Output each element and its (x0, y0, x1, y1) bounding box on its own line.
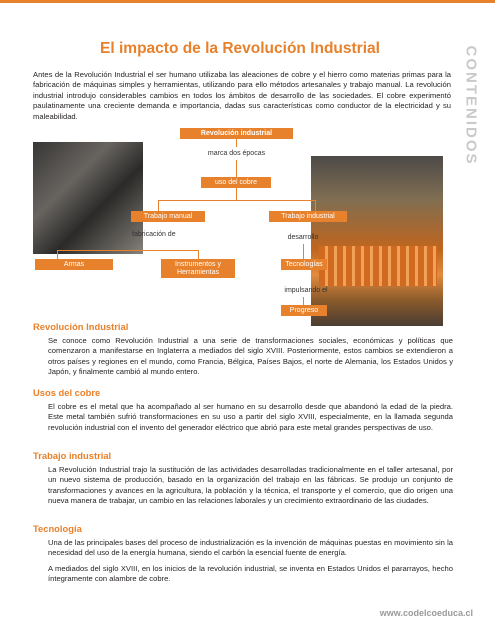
section-paragraph: A mediados del siglo XVIII, en los inicios de la revolución industrial, se inventa en Estados Unidos el pararrayos, hecho íntegramente con alambre de cobre. (48, 563, 453, 584)
diagram-node-right: Trabajo industrial (269, 211, 347, 222)
section-paragraph: La Revolución Industrial trajo la sustitución de las actividades desarrolladas tradicionalmente en el taller artesanal, por un nuevo sistema de producción, basado en la organización del trabajo en las fábricas. Se produjo un conjunto de transformaciones y avances en la agricultura, la población y la técnica, el transporte y el comercio, que dio origen una nueva manera de trabajar, un cambio en las relaciones laborales y un crecimiento extraordinario de las ciudades. (48, 465, 453, 506)
section-title: Tecnología (33, 523, 82, 534)
diagram-link-1: marca dos épocas (207, 150, 266, 157)
diagram-leaf-3: Tecnologías (281, 259, 327, 270)
section-paragraph: Se conoce como Revolución Industrial a una serie de transformaciones sociales, económicas y políticas que comenzaron a manifestarse en Inglaterra a mediados del siglo XVIII. Posteriormente, estos cambios se extendieron a otros países y regiones en el mundo, como Francia, Bélgica, Países Bajos, el norte de Alemania, los Estados Unidos y Japón, y finalmente cambió al mundo entero. (48, 336, 453, 377)
connector (236, 160, 237, 177)
connector (57, 250, 58, 259)
page-title: El impacto de la Revolución Industrial (100, 40, 380, 57)
section-usos-cobre (33, 387, 453, 433)
connector (303, 297, 304, 305)
intro-paragraph: Antes de la Revolución Industrial el ser humano utilizaba las aleaciones de cobre y el hierro como materias primas para la fabricación de máquinas simples y herramientas, utilizando para ello métodos artesanales y trabajo manual. La revolución industrial introdujo considerables cambios en todos los ámbitos de desarrollo de las sociedades. El cobre experimentó paulatinamente una creciente demanda e importancia, dadas sus características como conductor de la electricidad y su maleabilidad. (33, 70, 451, 121)
diagram-leaf-3-link: impulsando el (284, 287, 328, 294)
section-title: Trabajo industrial (33, 450, 112, 461)
diagram-right-link: desarrollo (287, 234, 319, 241)
section-revolucion (33, 321, 453, 378)
diagram-node-mid: uso del cobre (201, 177, 271, 188)
side-tab-label: CONTENIDOS (462, 44, 480, 166)
workshop-photo (33, 142, 143, 254)
connector (315, 200, 316, 211)
industrial-plant-photo (311, 156, 443, 326)
top-accent-bar (0, 0, 495, 3)
concept-diagram (33, 128, 453, 318)
diagram-left-link: fabricación de (132, 231, 176, 238)
side-tab (456, 40, 486, 170)
copper-cathodes (319, 246, 437, 286)
connector (158, 200, 159, 211)
section-title: Usos del cobre (33, 387, 101, 398)
diagram-leaf-4: Progreso (281, 305, 327, 316)
connector (303, 244, 304, 259)
section-paragraph: Una de las principales bases del proceso de industrialización es la invención de máquinas puestas en movimiento sin la necesidad del uso de la energía humana, siendo el carbón la esencial fuente de energía. (48, 538, 453, 558)
diagram-node-left: Trabajo manual (131, 211, 205, 222)
diagram-leaf-1: Armas (35, 259, 113, 270)
connector (236, 188, 237, 200)
connector (236, 139, 237, 147)
connector (158, 200, 315, 201)
diagram-node-root: Revolución industrial (180, 128, 293, 139)
connector (198, 250, 199, 259)
section-paragraph: El cobre es el metal que ha acompañado al ser humano en su desarrollo desde que abandonó la edad de la piedra. Este metal también sufrió transformaciones en su uso a partir del siglo XVIII, especialmente, en la llamada segunda revolución industrial con el invento del generador eléctrico que abrió para este metal grandes perspectivas de uso. (48, 402, 453, 432)
section-tecnologia (33, 523, 453, 585)
diagram-leaf-2: Instrumentos y Herramientas (161, 259, 235, 278)
section-trabajo-industrial (33, 450, 453, 507)
connector (57, 250, 198, 251)
section-title: Revolución Industrial (33, 321, 129, 332)
footer-url[interactable]: www.codelcoeduca.cl (379, 608, 473, 618)
